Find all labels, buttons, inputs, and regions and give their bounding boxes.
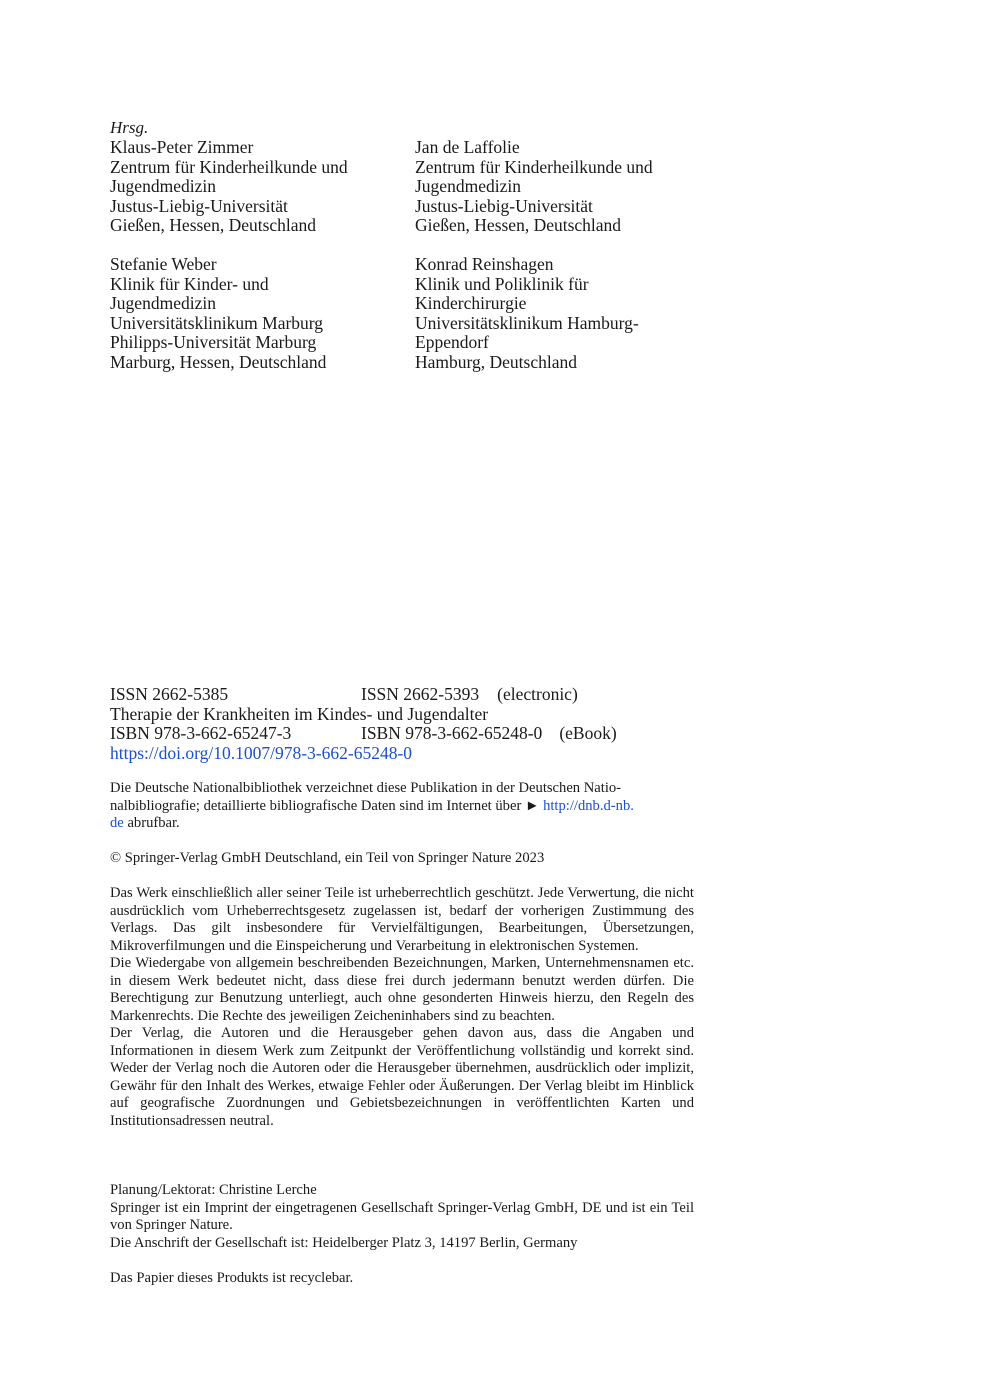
imprint-block [110,1182,694,1287]
doi-link[interactable]: https://doi.org/10.1007/978-3-662-65248-0 [110,743,413,764]
dnb-line-2 [110,798,694,816]
editor-block [415,138,715,236]
affiliation-line: Klinik und Poliklinik für [415,273,589,294]
editors-label: Hrsg. [110,118,149,137]
imprint-line: Springer ist ein Imprint der eingetragenen Gesellschaft Springer-Verlag GmbH, DE und ist ein Teil von Springer Nature. [110,1199,694,1233]
affiliation-line: Jugendmedizin [110,293,216,313]
editor-name: Klaus-Peter Zimmer [110,137,254,157]
dnb-line-1: Die Deutsche Nationalbibliothek verzeichnet diese Publikation in der Deutschen Natio- [110,780,622,796]
copyright-notice: © Springer-Verlag GmbH Deutschland, ein Teil von Springer Nature 2023 [110,850,545,866]
isbn-row [110,724,617,744]
issn-print: ISSN 2662-5385 [110,684,229,704]
dnb-link-continued[interactable]: de [110,815,124,831]
issn-electronic-note: (electronic) [497,684,578,704]
affiliation-line: Eppendorf [415,332,489,352]
affiliation-line: Jugendmedizin [110,176,216,196]
isbn-print: ISBN 978-3-662-65247-3 [110,723,292,744]
affiliation-line: Zentrum für Kinderheilkunde und [415,156,653,177]
editor-block [110,255,410,372]
issn-row [110,685,617,705]
affiliation-line: Philipps-Universität Marburg [110,332,317,352]
affiliation-line: Justus-Liebig-Universität [110,195,288,216]
dnb-abrufbar: abrufbar. [127,815,180,831]
editor-name: Konrad Reinshagen [415,254,554,274]
affiliation-line: Zentrum für Kinderheilkunde und [110,156,348,177]
legal-paragraph: Der Verlag, die Autoren und die Herausgeber gehen davon aus, dass die Angaben und Informationen in diesem Werk zum Zeitpunkt der Veröffentlichung vollständig und korrekt sind. Weder der Verlag noch die Autoren oder die Herausgeber übernehmen, ausdrücklich oder implizit, Gewähr für den Inhalt des Werkes, etwaige Fehler oder Äußerungen. Der Verlag bleibt im Hinblick auf geografische Zuordnungen und Gebietsbezeichnungen in veröffentlichten Karten und Institutionsadressen neutral. [110,1025,694,1129]
editor-line: Planung/Lektorat: Christine Lerche [110,1182,317,1198]
paper-note: Das Papier dieses Produkts ist recyclebar. [110,1269,354,1286]
series-title: Therapie der Krankheiten im Kindes- und Jugendalter [110,703,489,724]
affiliation-line: Kinderchirurgie [415,293,527,313]
issn-electronic: ISSN 2662-5393 [361,684,480,704]
editor-block [415,255,715,372]
affiliation-line: Jugendmedizin [415,176,521,196]
legal-paragraph: Die Wiedergabe von allgemein beschreibenden Bezeichnungen, Marken, Unternehmensnamen etc. in diesem Werk bedeutet nicht, dass diese frei durch jedermann benutzt werden dürfen. Die Berechtigung zur Benutzung unterliegt, auch ohne gesonderten Hinweis hierzu, den Regeln des Markenrechts. Die Rechte des jeweiligen Zeicheninhabers sind zu beachten. [110,955,694,1024]
editor-name: Stefanie Weber [110,254,217,274]
dnb-line-3 [110,815,694,833]
affiliation-line: Marburg, Hessen, Deutschland [110,351,327,372]
dnb-line-2-text: nalbibliografie; detaillierte bibliografische Daten sind im Internet über ► [110,797,540,814]
affiliation-line: Universitätsklinikum Hamburg- [415,312,639,333]
editor-block [110,138,410,236]
affiliation-line: Hamburg, Deutschland [415,351,578,372]
dnb-notice [110,780,694,833]
isbn-ebook: ISBN 978-3-662-65248-0 [361,723,543,744]
affiliation-line: Justus-Liebig-Universität [415,195,593,216]
affiliation-line: Gießen, Hessen, Deutschland [415,215,622,235]
isbn-ebook-note: (eBook) [559,723,617,744]
affiliation-line: Klinik für Kinder- und [110,273,269,294]
affiliation-line: Universitätsklinikum Marburg [110,312,324,333]
legal-notice [110,885,694,1130]
editor-name: Jan de Laffolie [415,137,520,157]
legal-paragraph: Das Werk einschließlich aller seiner Teile ist urheberrechtlich geschützt. Jede Verwertung, die nicht ausdrücklich vom Urheberrechtsgesetz zugelassen ist, bedarf der vorherigen Zustimmung des Verlags. Das gilt insbesondere für Vervielfältigungen, Bearbeitungen, Übersetzungen, Mikroverfilmungen und die Einspeicherung und Verarbeitung in elektronischen Systemen. [110,885,694,954]
address-line: Die Anschrift der Gesellschaft ist: Heidelberger Platz 3, 14197 Berlin, Germany [110,1234,578,1251]
dnb-link[interactable]: http://dnb.d-nb. [543,797,634,814]
publication-info [110,685,617,764]
affiliation-line: Gießen, Hessen, Deutschland [110,215,317,235]
